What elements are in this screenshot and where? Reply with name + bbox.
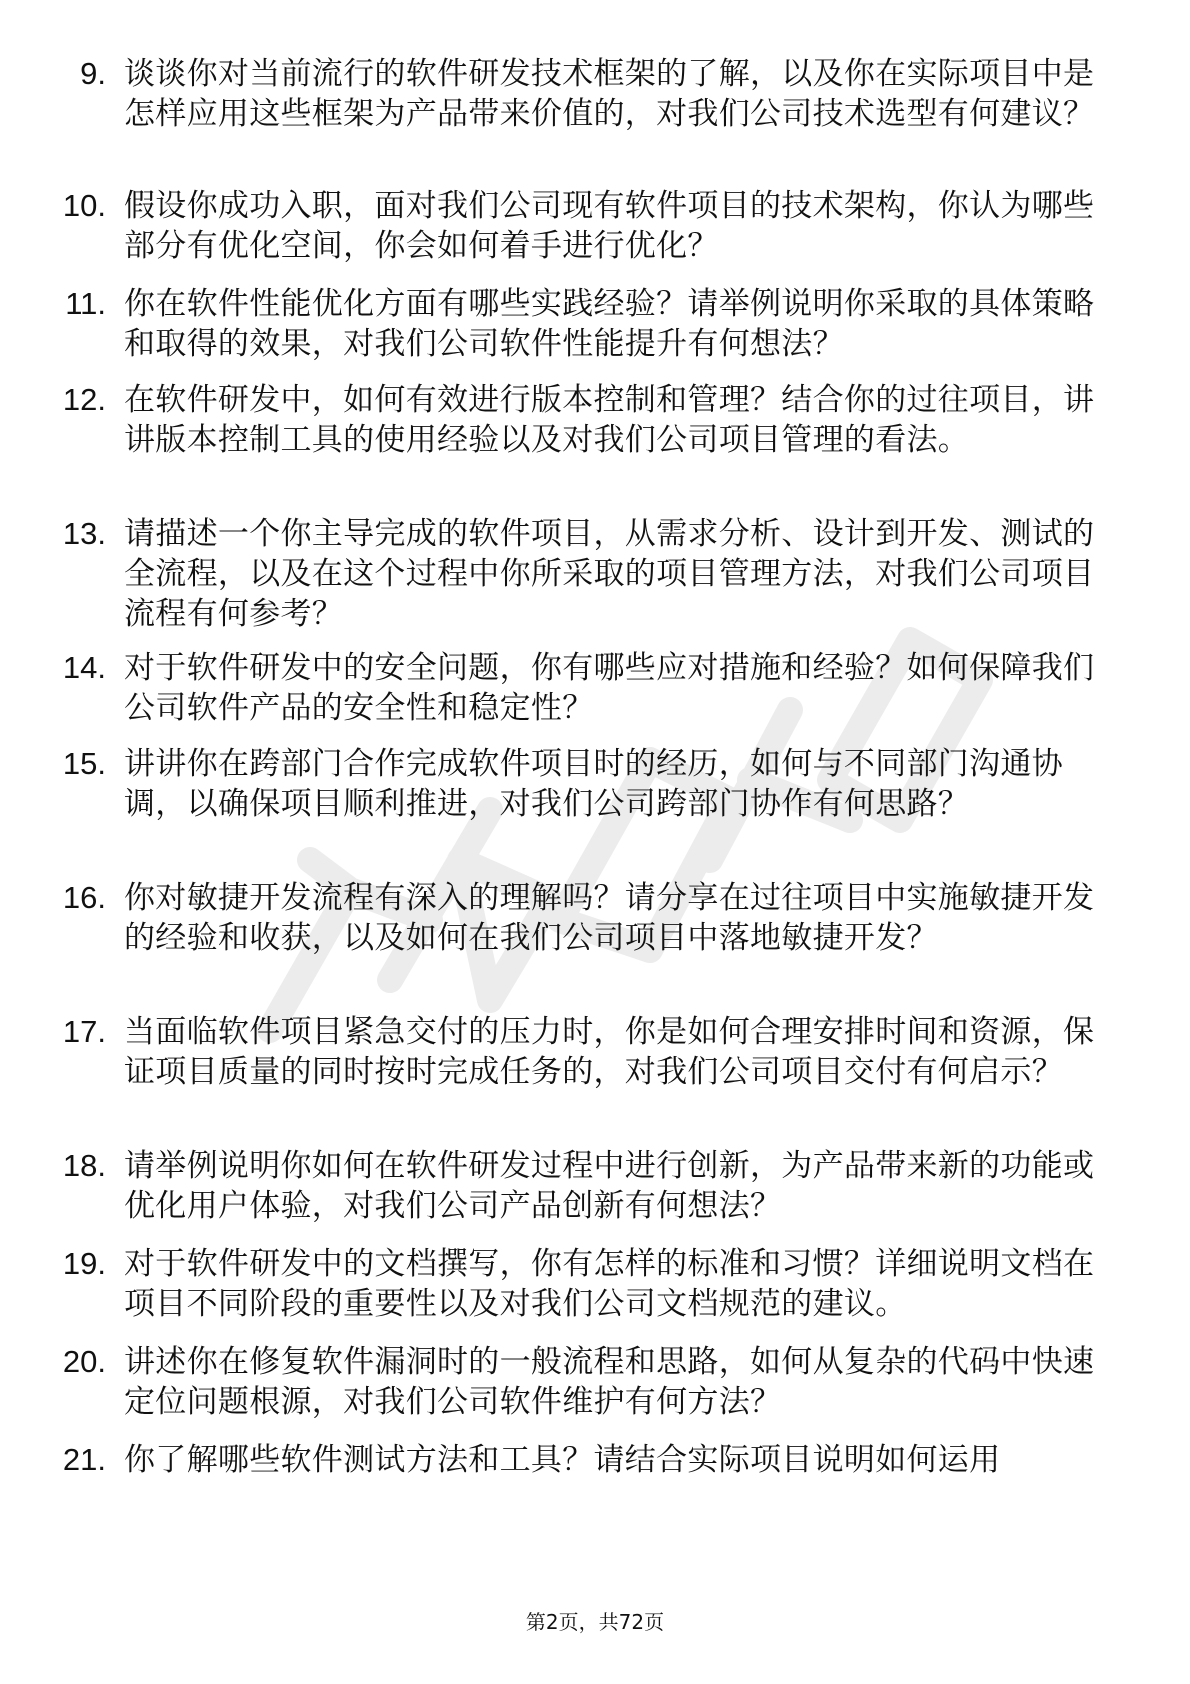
question-text: 对于软件研发中的安全问题，你有哪些应对措施和经验？如何保障我们公司软件产品的安全性和稳定性？ (124, 650, 1095, 726)
page-number-footer: 第2页，共72页 (525, 1610, 665, 1634)
question-number: 18. (62, 1148, 106, 1183)
question-number: 21. (62, 1442, 106, 1477)
question-text: 请描述一个你主导完成的软件项目，从需求分析、设计到开发、测试的全流程，以及在这个过程中你所采取的项目管理方法，对我们公司项目流程有何参考？ (124, 516, 1095, 632)
question-number: 11. (65, 286, 106, 321)
question-number: 19. (62, 1246, 106, 1281)
question-text: 你了解哪些软件测试方法和工具？请结合实际项目说明如何运用 (124, 1442, 1001, 1478)
question-number: 9. (80, 56, 106, 91)
question-text: 讲讲你在跨部门合作完成软件项目时的经历，如何与不同部门沟通协调，以确保项目顺利推进，对我们公司跨部门协作有何思路？ (124, 746, 1063, 822)
question-number: 14. (62, 650, 106, 685)
question-text: 谈谈你对当前流行的软件研发技术框架的了解，以及你在实际项目中是怎样应用这些框架为产品带来价值的，对我们公司技术选型有何建议？ (124, 56, 1095, 132)
question-number: 10. (62, 188, 106, 223)
question-number: 13. (62, 516, 106, 551)
question-number: 12. (62, 382, 106, 417)
question-text: 你在软件性能优化方面有哪些实践经验？请举例说明你采取的具体策略和取得的效果，对我们公司软件性能提升有何想法？ (124, 286, 1095, 362)
question-text: 在软件研发中，如何有效进行版本控制和管理？结合你的过往项目，讲讲版本控制工具的使用经验以及对我们公司项目管理的看法。 (124, 382, 1095, 458)
question-number: 15. (62, 746, 106, 781)
question-text: 当面临软件项目紧急交付的压力时，你是如何合理安排时间和资源，保证项目质量的同时按时完成任务的，对我们公司项目交付有何启示？ (124, 1014, 1095, 1090)
question-text: 假设你成功入职，面对我们公司现有软件项目的技术架构，你认为哪些部分有优化空间，你会如何着手进行优化？ (124, 188, 1095, 264)
question-text: 请举例说明你如何在软件研发过程中进行创新，为产品带来新的功能或优化用户体验，对我们公司产品创新有何想法？ (124, 1148, 1095, 1224)
question-number: 17. (62, 1014, 106, 1049)
question-number: 20. (62, 1344, 106, 1379)
question-text: 对于软件研发中的文档撰写，你有怎样的标准和习惯？详细说明文档在项目不同阶段的重要性以及对我们公司文档规范的建议。 (124, 1246, 1095, 1322)
question-text: 讲述你在修复软件漏洞时的一般流程和思路，如何从复杂的代码中快速定位问题根源，对我们公司软件维护有何方法？ (124, 1344, 1095, 1420)
question-number: 16. (62, 880, 106, 915)
question-text: 你对敏捷开发流程有深入的理解吗？请分享在过往项目中实施敏捷开发的经验和收获，以及如何在我们公司项目中落地敏捷开发？ (124, 880, 1095, 956)
